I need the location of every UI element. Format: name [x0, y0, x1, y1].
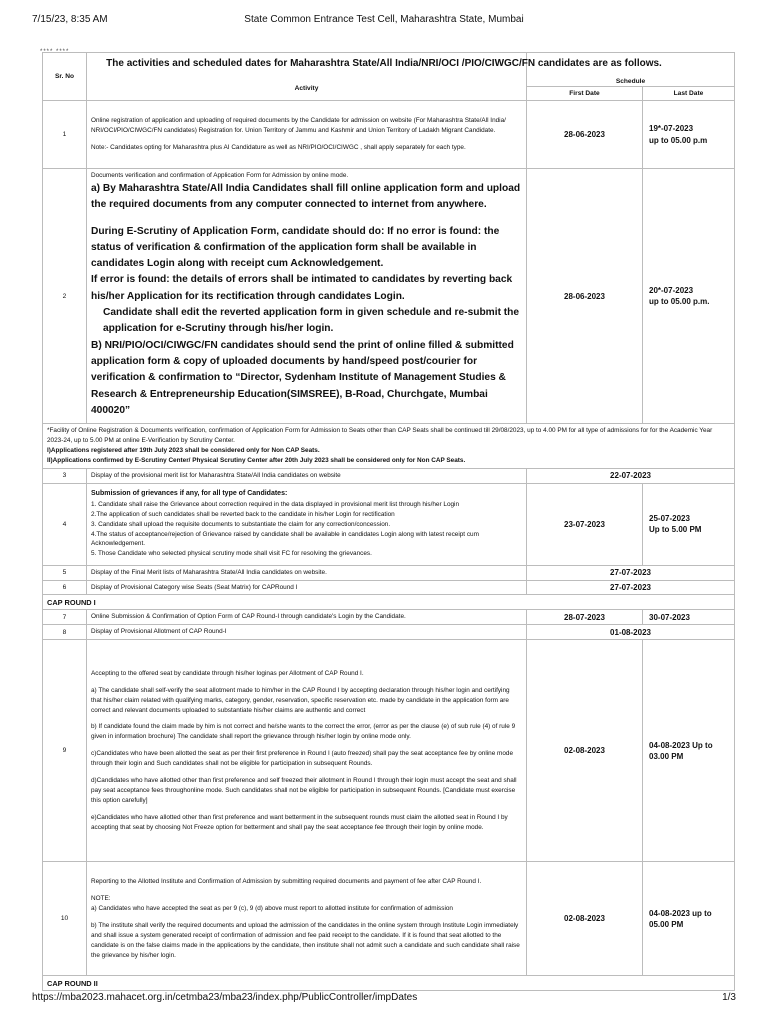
- table-row: 6 Display of Provisional Category wise Seats (Seat Matrix) for CAPRound I 27-07-2023: [43, 580, 735, 595]
- stars-marker: **** ****: [40, 49, 70, 55]
- page-url: https://mba2023.mahacet.org.in/cetmba23/mba23/index.php/PublicController/impDates: [32, 992, 418, 1003]
- cap-round-1-row: CAP ROUND I: [43, 595, 735, 610]
- cap-round-2-row: CAP ROUND II: [43, 976, 735, 991]
- table-row: 1 Online registration of application and uploading of required documents by the Candidate for admission on website (For Maharashtra State/All India/ NRI/OCI/PIO/CIWGC/FN candidates) Registration for. Union Territory of Jammu and Kashmir and Union Territory of Ladakh Migrant Candidate. Note:- Candidates opting for Maharashtra plus AI Candidature as well as NRI/PIO/OCI/CIWGC , shall apply separately for each type. 28-06-2023 19*-07-2023 up to 05.00 p.m: [43, 101, 735, 169]
- print-site-title: State Common Entrance Test Cell, Maharashtra State, Mumbai: [244, 14, 524, 25]
- print-datetime: 7/15/23, 8:35 AM: [32, 14, 108, 25]
- page-number: 1/3: [722, 992, 736, 1003]
- print-header: [32, 14, 736, 28]
- header-last-date: Last Date: [643, 87, 735, 101]
- print-footer: [32, 992, 736, 1006]
- table-header-row: [43, 53, 735, 87]
- schedule-table: [42, 52, 735, 991]
- facility-note-row: *Facility of Online Registration & Documents verification, confirmation of Application Form for Admission to Seats other than CAP Seats shall be continued till 29/08/2023, up to 4.00 PM for all type of admissions for for the Academic Year 2023-24, up to 5.00 PM at online E-Verification by Scrutiny Center. I)Applications registered after 19th July 2023 shall be considered only for Non CAP Seats. II)Applications confirmed by E-Scrutiny Center/ Physical Scrutiny Center after 20th July 2023 shall be considered only for Non CAP Seats.: [43, 424, 735, 469]
- table-row: 3 Display of the provisional merit list for Maharashtra State/All India candidates on website 22-07-2023: [43, 468, 735, 483]
- table-row: 7 Online Submission & Confirmation of Option Form of CAP Round-I through candidate's Login by the Candidate. 28-07-2023 30-07-2023: [43, 610, 735, 625]
- header-first-date: First Date: [527, 87, 643, 101]
- table-row: 4 Submission of grievances if any, for all type of Candidates: 1. Candidate shall raise the Grievance about correction required in the data displayed in provisional merit list through his/her Login 2.The application of such candidates shall be reverted back to the candidate in his/her Login for rectification 3. Candidate shall upload the requisite documents to substantiate the claim for any correction/concession. 4.The status of acceptance/rejection of Grievance raised by candidate shall be available in candidates Login along with latest receipt cum Acknowledgement. 5. Those Candidate who selected physical scrutiny mode shall visit FC for resolving the grievances. 23-07-2023 25-07-2023 Up to 5.00 PM: [43, 483, 735, 565]
- table-row: 2 Documents verification and confirmation of Application Form for Admission by online mode. a) By Maharashtra State/All India Candidates shall fill online application form and upload the required documents from any computer connected to internet from anywhere. During E-Scrutiny of Application Form, candidate should do: If no error is found: the status of verification & confirmation of the application form shall be available in candidates Login along with receipt cum Acknowledgement. If error is found: the details of errors shall be intimated to candidates by reverting back his/her Application for its rectification through candidates Login. Candidate shall edit the reverted application form in given schedule and re-submit the application for e-Scrutiny through his/her login. B) NRI/PIO/OCI/CIWGC/FN candidates should send the print of online filled & submitted application form & copy of uploaded documents by hand/speed post/courier for verification & confirmation to “Director, Sydenham Institute of Management Studies & Research & Entrepreneurship Education(SIMSREE), B-Road, Churchgate, Mumbai 400020” 28-06-2023 20*-07-2023 up to 05.00 p.m.: [43, 169, 735, 424]
- header-activity: Activity: [87, 53, 527, 101]
- schedule-document: [40, 49, 734, 991]
- header-sr-no: Sr. No: [43, 53, 87, 101]
- document-title: The activities and scheduled dates for Maharashtra State/All India/NRI/OCI /PIO/CIWGC/FN candidates are as follows.: [106, 58, 662, 69]
- header-schedule: Schedule: [527, 53, 735, 87]
- table-row: 8 Display of Provisional Allotment of CAP Round-I 01-08-2023: [43, 625, 735, 640]
- table-row: 10 Reporting to the Allotted Institute and Confirmation of Admission by submitting required documents and payment of fee after CAP Round I. NOTE: a) Candidates who have accepted the seat as per 9 (c), 9 (d) above must report to allotted institute for confirmation of admission b) The institute shall verify the required documents and upload the admission of the candidates in the online system through Institute Login immediately and shall issue a system generated receipt of confirmation of admission and fee paid receipt to the candidate. If it is found that seat allotted to the candidate is on the false claims made in the applications by the candidate, then institute shall not admit such a candidate and such candidate shall raise the grievance by his/her login. 02-08-2023 04-08-2023 up to 05.00 PM: [43, 862, 735, 976]
- table-row: 9 Accepting to the offered seat by candidate through his/her loginas per Allotment of CAP Round I. a) The candidate shall self-verify the seat allotment made to him/her in the CAP Round I by accepting declaration through his/her login and certifying that his/her claim related with qualifying marks, category, gender, reservation, specific reservation etc. made by candidate in the application form are correct and relevant documents uploaded to substantiate his/her claims are authentic and correct b) If candidate found the claim made by him is not correct and he/she wants to the correct the error, (error as per the clause (e) of sub rule (4) of rule 9 given in information brochure) The candidate shall report the grievance through his/her login by online mode only. c)Candidates who have been allotted the seat as per their first preference in Round I (auto freezed) shall pay the seat acceptance fee by online mode through their login and Such candidates shall not be eligible for participation in subsequent Rounds. d)Candidates who have allotted other than first preference and self freezed their allotment in Round I through their login must accept the seat and shall pay seat acceptance fees throughonline mode. Such candidates shall not be eligible for participation in subsequent Rounds. [Candidate must exercise this option carefully] e)Candidates who have allotted other than first preference and want betterment in the subsequent rounds must claim the allotted seat in Round I by accepting that seat by choosing Not Freeze option for betterment and shall pay the seat acceptance fee through their login by online mode. 02-08-2023 04-08-2023 Up to 03.00 PM: [43, 640, 735, 862]
- table-row: 5 Display of the Final Merit lists of Maharashtra State/All India candidates on website. 27-07-2023: [43, 565, 735, 580]
